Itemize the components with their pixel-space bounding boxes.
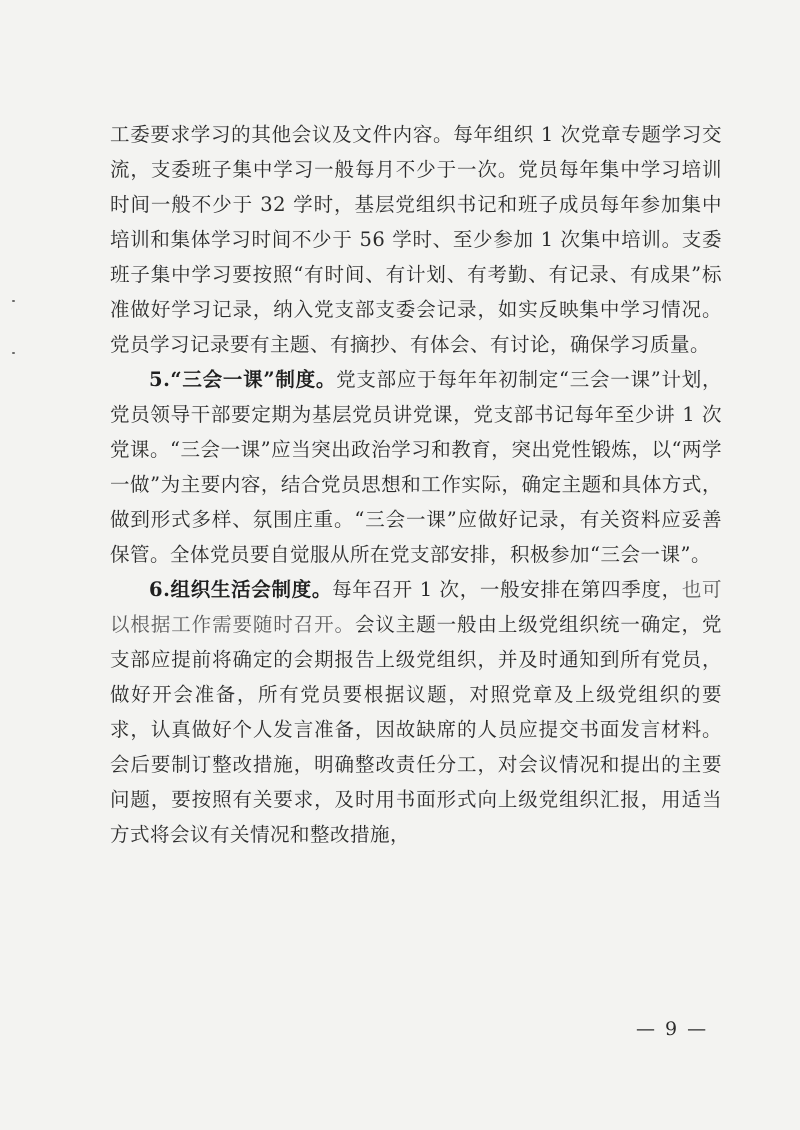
paragraph-text: 每年召开 1 次，一般安排在第四季度， xyxy=(332,578,682,601)
paragraph-organizational-life-meeting xyxy=(110,572,722,852)
body-text xyxy=(110,117,722,852)
section-heading: 6.组织生活会制度。 xyxy=(149,578,333,601)
paragraph-three-meetings-one-lesson xyxy=(110,362,722,572)
paragraph-continuation xyxy=(110,117,722,362)
section-heading: 5.“三会一课”制度。 xyxy=(149,368,337,391)
scan-artifact-dot xyxy=(12,352,15,354)
page-number: — 9 — xyxy=(636,1018,709,1040)
paragraph-text-faded: 也可以根据工作需要随时召开。 xyxy=(110,578,723,636)
paragraph-text: 党支部应于每年年初制定“三会一课”计划，党员领导干部要定期为基层党员讲党课，党支部书记每年至少讲 1 次党课。“三会一课”应当突出政治学习和教育，突出党性锻炼，以“两学一做”为主要内容，结合党员思想和工作实际，确定主题和具体方式，做到形式多样、氛围庄重。“三会一课”应做好记录，有关资料应妥善保管。全体党员要自觉服从所在党支部安排，积极参加“三会一课”。 xyxy=(110,368,722,566)
paragraph-text: 工委要求学习的其他会议及文件内容。每年组织 1 次党章专题学习交流，支委班子集中学习一般每月不少于一次。党员每年集中学习培训时间一般不少于 32 学时，基层党组织书记和班子成员每年参加集中培训和集体学习时间不少于 56 学时、至少参加 1 次集中培训。支委班子集中学习要按照“有时间、有计划、有考勤、有记录、有成果”标准做好学习记录，纳入党支部支委会记录，如实反映集中学习情况。党员学习记录要有主题、有摘抄、有体会、有讨论，确保学习质量。 xyxy=(110,123,722,356)
paragraph-text: 会议主题一般由上级党组织统一确定，党支部应提前将确定的会期报告上级党组织，并及时通知到所有党员，做好开会准备，所有党员要根据议题，对照党章及上级党组织的要求，认真做好个人发言准备，因故缺席的人员应提交书面发言材料。会后要制订整改措施，明确整改责任分工，对会议情况和提出的主要问题，要按照有关要求，及时用书面形式向上级党组织汇报，用适当方式将会议有关情况和整改措施， xyxy=(110,613,722,846)
scan-artifact-dot xyxy=(12,300,15,302)
